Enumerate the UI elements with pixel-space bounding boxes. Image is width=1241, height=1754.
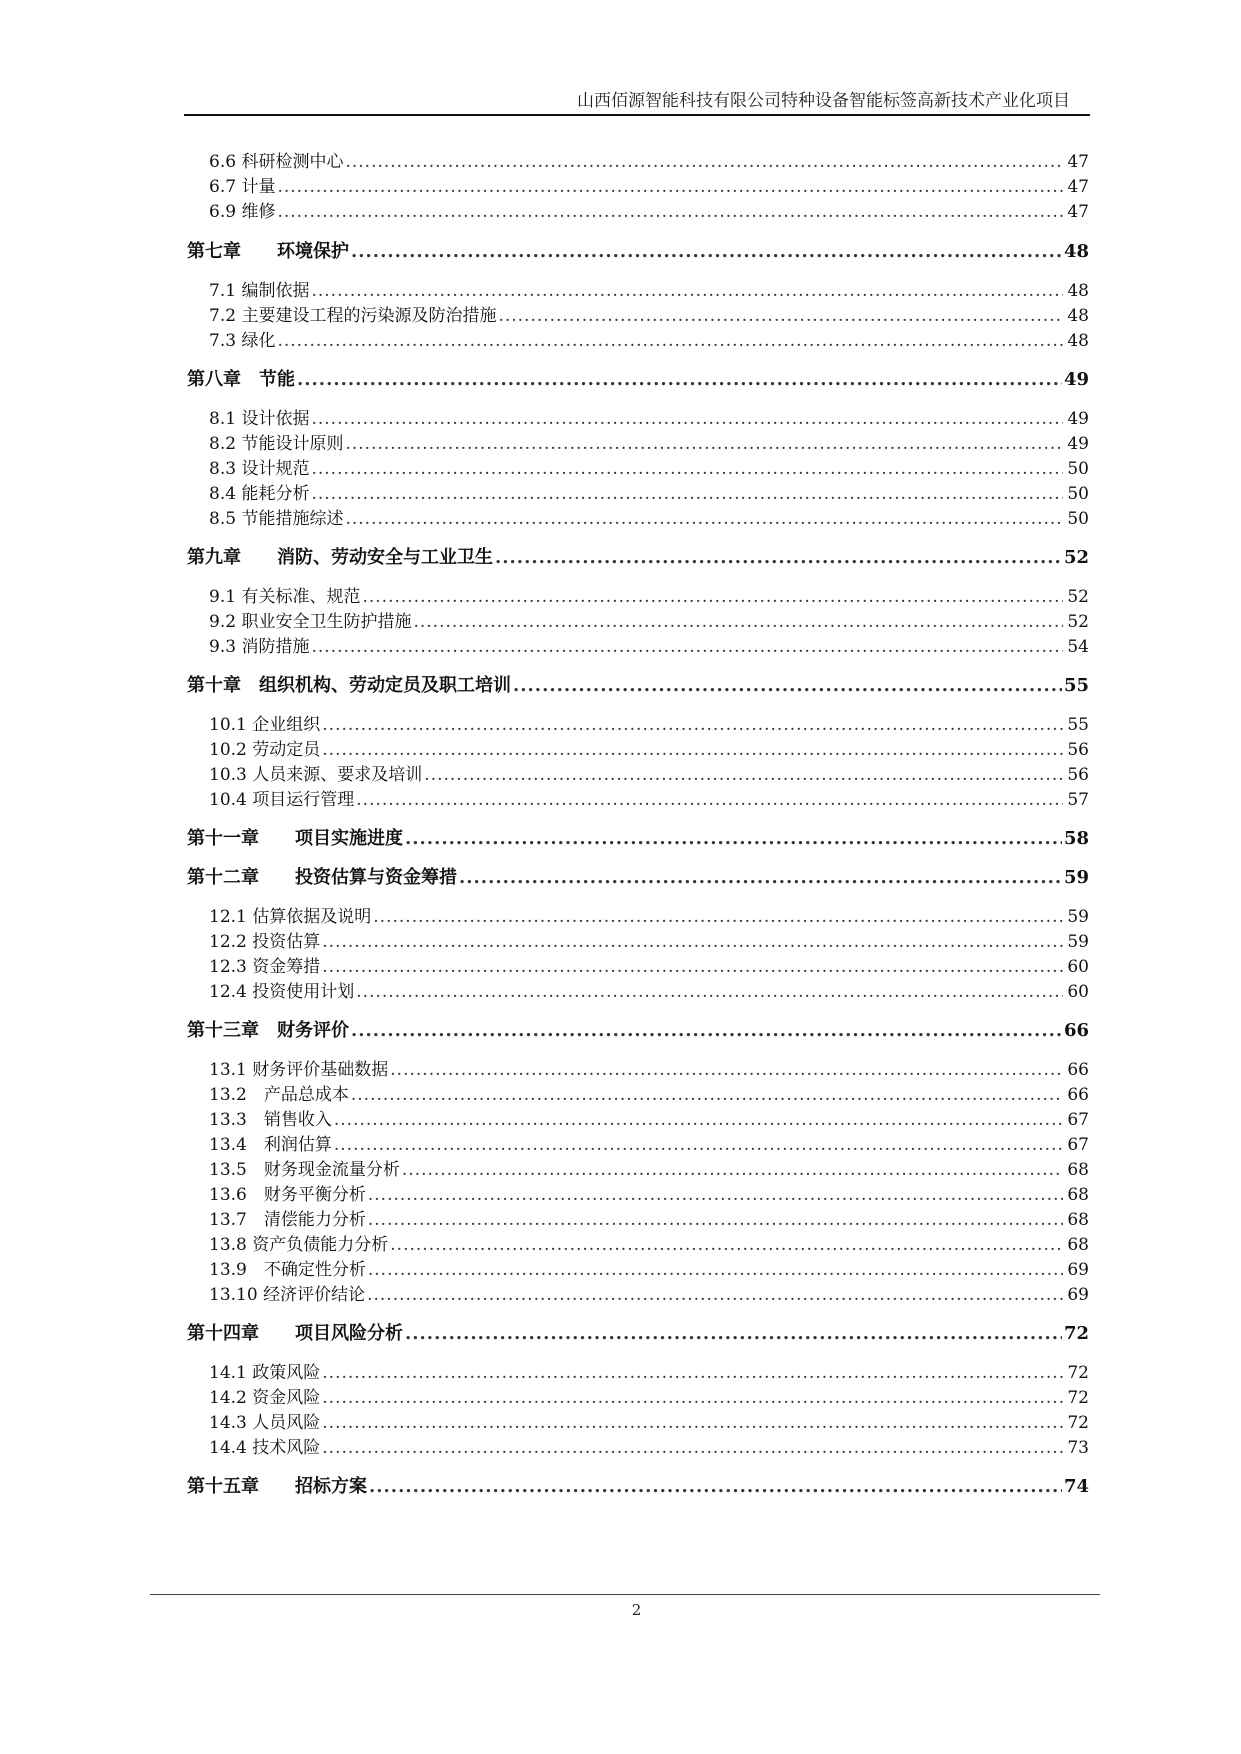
toc-entry-title: 12.1 估算依据及说明 [209, 907, 372, 927]
toc-entry-title: 6.6 科研检测中心 [209, 152, 344, 172]
dot-leader [351, 1083, 1063, 1108]
toc-entry[interactable] [187, 955, 1089, 980]
toc-chapter-title: 第八章 节能 [187, 369, 295, 390]
toc-entry[interactable] [187, 150, 1089, 175]
document-title: 山西佰源智能科技有限公司特种设备智能标签高新技术产业化项目 [577, 91, 1070, 111]
toc-entry-page: 50 [1067, 484, 1089, 504]
toc-entry-title: 13.2 产品总成本 [209, 1085, 349, 1105]
toc-entry-title: 13.9 不确定性分析 [209, 1260, 366, 1280]
toc-entry-title: 12.4 投资使用计划 [209, 982, 355, 1002]
toc-entry-page: 50 [1067, 459, 1089, 479]
toc-entry[interactable] [187, 635, 1089, 660]
dot-leader [405, 827, 1062, 851]
toc-entry-title: 13.5 财务现金流量分析 [209, 1160, 400, 1180]
dot-leader [368, 1183, 1063, 1208]
toc-entry-title: 13.3 销售收入 [209, 1110, 332, 1130]
toc-entry[interactable] [187, 1386, 1089, 1411]
toc-entry[interactable] [187, 407, 1089, 432]
toc-chapter[interactable] [187, 827, 1089, 851]
dot-leader [367, 1283, 1063, 1308]
dot-leader [311, 407, 1063, 432]
toc-chapter-page: 72 [1063, 1323, 1089, 1344]
toc-chapter-title: 第十四章 项目风险分析 [187, 1323, 403, 1344]
toc-entry[interactable] [187, 788, 1089, 813]
toc-entry[interactable] [187, 1233, 1089, 1258]
toc-entry[interactable] [187, 905, 1089, 930]
toc-entry-title: 6.7 计量 [209, 177, 276, 197]
toc-entry-page: 52 [1067, 587, 1089, 607]
toc-entry[interactable] [187, 1361, 1089, 1386]
toc-chapter-page: 59 [1063, 867, 1089, 888]
footer-divider [150, 1594, 1100, 1595]
toc-entry-title: 14.4 技术风险 [209, 1438, 321, 1458]
dot-leader [322, 738, 1063, 763]
toc-entry[interactable] [187, 610, 1089, 635]
toc-entry-page: 47 [1067, 177, 1089, 197]
toc-entry-page: 48 [1067, 281, 1089, 301]
toc-chapter-title: 第九章 消防、劳动安全与工业卫生 [187, 547, 493, 568]
toc-entry[interactable] [187, 1283, 1089, 1308]
dot-leader [356, 980, 1063, 1005]
toc-chapter[interactable] [187, 1475, 1089, 1499]
dot-leader [311, 457, 1063, 482]
toc-entry[interactable] [187, 1158, 1089, 1183]
toc-entry-page: 60 [1067, 982, 1089, 1002]
dot-leader [322, 930, 1063, 955]
toc-entry[interactable] [187, 1411, 1089, 1436]
toc-entry-title: 9.3 消防措施 [209, 637, 310, 657]
dot-leader [322, 713, 1063, 738]
toc-entry-page: 50 [1067, 509, 1089, 529]
dot-leader [345, 150, 1063, 175]
toc-entry[interactable] [187, 1436, 1089, 1461]
toc-entry[interactable] [187, 585, 1089, 610]
toc-entry[interactable] [187, 1083, 1089, 1108]
toc-chapter-page: 55 [1063, 675, 1089, 696]
toc-chapter[interactable] [187, 368, 1089, 392]
dot-leader [277, 200, 1063, 225]
toc-entry-page: 69 [1067, 1260, 1089, 1280]
toc-entry[interactable] [187, 738, 1089, 763]
toc-entry-title: 12.3 资金筹措 [209, 957, 321, 977]
toc-entry-title: 6.9 维修 [209, 202, 276, 222]
toc-entry-page: 47 [1067, 152, 1089, 172]
toc-entry-page: 54 [1067, 637, 1089, 657]
toc-entry-title: 7.3 绿化 [209, 331, 276, 351]
toc-chapter-page: 66 [1063, 1020, 1089, 1041]
dot-leader [373, 905, 1063, 930]
toc-chapter-title: 第十五章 招标方案 [187, 1476, 367, 1497]
dot-leader [356, 788, 1063, 813]
dot-leader [277, 329, 1063, 354]
toc-entry[interactable] [187, 482, 1089, 507]
toc-entry-title: 14.2 资金风险 [209, 1388, 321, 1408]
toc-entry[interactable] [187, 713, 1089, 738]
toc-entry[interactable] [187, 279, 1089, 304]
toc-entry-page: 67 [1067, 1135, 1089, 1155]
toc-entry-title: 8.5 节能措施综述 [209, 509, 344, 529]
dot-leader [413, 610, 1063, 635]
toc-entry-title: 13.10 经济评价结论 [209, 1285, 366, 1305]
toc-entry[interactable] [187, 1108, 1089, 1133]
toc-entry[interactable] [187, 304, 1089, 329]
toc-entry-title: 7.2 主要建设工程的污染源及防治措施 [209, 306, 497, 326]
page-header [184, 84, 1090, 114]
dot-leader [362, 585, 1063, 610]
toc-entry-title: 12.2 投资估算 [209, 932, 321, 952]
toc-chapter-page: 74 [1063, 1476, 1089, 1497]
toc-entry-page: 67 [1067, 1110, 1089, 1130]
toc-entry[interactable] [187, 1258, 1089, 1283]
toc-entry-page: 56 [1067, 765, 1089, 785]
toc-entry-title: 10.1 企业组织 [209, 715, 321, 735]
toc-entry-page: 59 [1067, 907, 1089, 927]
toc-chapter-page: 52 [1063, 547, 1089, 568]
dot-leader [322, 1436, 1063, 1461]
toc-entry-page: 66 [1067, 1085, 1089, 1105]
toc-entry-title: 14.1 政策风险 [209, 1363, 321, 1383]
toc-chapter[interactable] [187, 866, 1089, 890]
toc-entry[interactable] [187, 1183, 1089, 1208]
toc-chapter[interactable] [187, 1322, 1089, 1346]
toc-entry-title: 13.4 利润估算 [209, 1135, 332, 1155]
dot-leader [369, 1475, 1062, 1499]
toc-chapter-page: 58 [1063, 828, 1089, 849]
toc-chapter-title: 第十三章 财务评价 [187, 1020, 349, 1041]
toc-entry[interactable] [187, 1058, 1089, 1083]
toc-entry[interactable] [187, 457, 1089, 482]
dot-leader [368, 1258, 1063, 1283]
toc-entry-page: 68 [1067, 1160, 1089, 1180]
toc-entry-page: 49 [1067, 434, 1089, 454]
toc-entry-title: 10.4 项目运行管理 [209, 790, 355, 810]
table-of-contents [187, 150, 1089, 1514]
dot-leader [390, 1233, 1063, 1258]
dot-leader [297, 368, 1062, 392]
dot-leader [277, 175, 1063, 200]
dot-leader [351, 240, 1062, 264]
toc-entry-page: 60 [1067, 957, 1089, 977]
dot-leader [345, 507, 1063, 532]
dot-leader [459, 866, 1062, 890]
dot-leader [405, 1322, 1062, 1346]
dot-leader [334, 1133, 1063, 1158]
toc-entry[interactable] [187, 930, 1089, 955]
page-number: 2 [631, 1601, 642, 1619]
dot-leader [322, 1411, 1063, 1436]
toc-entry-page: 55 [1067, 715, 1089, 735]
toc-entry-title: 9.2 职业安全卫生防护措施 [209, 612, 412, 632]
toc-entry-page: 48 [1067, 306, 1089, 326]
toc-entry-page: 52 [1067, 612, 1089, 632]
toc-chapter-page: 48 [1063, 241, 1089, 262]
toc-entry-title: 13.7 清偿能力分析 [209, 1210, 366, 1230]
toc-chapter[interactable] [187, 674, 1089, 698]
toc-entry-title: 13.1 财务评价基础数据 [209, 1060, 389, 1080]
toc-entry-page: 72 [1067, 1413, 1089, 1433]
dot-leader [311, 482, 1063, 507]
toc-entry[interactable] [187, 329, 1089, 354]
toc-chapter-title: 第七章 环境保护 [187, 241, 349, 262]
toc-entry-page: 57 [1067, 790, 1089, 810]
dot-leader [495, 546, 1062, 570]
dot-leader [322, 1386, 1063, 1411]
toc-entry[interactable] [187, 1133, 1089, 1158]
dot-leader [513, 674, 1062, 698]
toc-entry-page: 68 [1067, 1210, 1089, 1230]
toc-entry-page: 49 [1067, 409, 1089, 429]
toc-entry-page: 48 [1067, 331, 1089, 351]
toc-entry[interactable] [187, 175, 1089, 200]
toc-entry-page: 47 [1067, 202, 1089, 222]
toc-chapter-title: 第十章 组织机构、劳动定员及职工培训 [187, 675, 511, 696]
toc-entry[interactable] [187, 200, 1089, 225]
dot-leader [345, 432, 1063, 457]
toc-entry-page: 68 [1067, 1185, 1089, 1205]
toc-entry-title: 10.2 劳动定员 [209, 740, 321, 760]
toc-entry-page: 72 [1067, 1388, 1089, 1408]
dot-leader [498, 304, 1063, 329]
toc-entry-title: 13.8 资产负债能力分析 [209, 1235, 389, 1255]
toc-entry[interactable] [187, 1208, 1089, 1233]
toc-chapter-page: 49 [1063, 369, 1089, 390]
toc-entry[interactable] [187, 507, 1089, 532]
toc-entry-title: 13.6 财务平衡分析 [209, 1185, 366, 1205]
toc-chapter[interactable] [187, 1019, 1089, 1043]
toc-entry[interactable] [187, 980, 1089, 1005]
dot-leader [424, 763, 1063, 788]
toc-entry[interactable] [187, 763, 1089, 788]
header-divider [184, 114, 1090, 116]
dot-leader [311, 635, 1063, 660]
toc-entry-page: 69 [1067, 1285, 1089, 1305]
toc-entry-title: 14.3 人员风险 [209, 1413, 321, 1433]
dot-leader [311, 279, 1063, 304]
dot-leader [334, 1108, 1063, 1133]
toc-entry[interactable] [187, 432, 1089, 457]
toc-entry-page: 59 [1067, 932, 1089, 952]
dot-leader [368, 1208, 1063, 1233]
toc-entry-page: 56 [1067, 740, 1089, 760]
toc-chapter[interactable] [187, 240, 1089, 264]
toc-entry-title: 8.1 设计依据 [209, 409, 310, 429]
toc-entry-title: 10.3 人员来源、要求及培训 [209, 765, 423, 785]
toc-entry-title: 8.2 节能设计原则 [209, 434, 344, 454]
toc-entry-title: 8.4 能耗分析 [209, 484, 310, 504]
toc-entry-title: 7.1 编制依据 [209, 281, 310, 301]
toc-chapter-title: 第十二章 投资估算与资金筹措 [187, 867, 457, 888]
dot-leader [322, 1361, 1063, 1386]
dot-leader [322, 955, 1063, 980]
dot-leader [390, 1058, 1063, 1083]
toc-chapter[interactable] [187, 546, 1089, 570]
toc-entry-title: 9.1 有关标准、规范 [209, 587, 361, 607]
dot-leader [402, 1158, 1063, 1183]
toc-entry-page: 72 [1067, 1363, 1089, 1383]
toc-entry-page: 68 [1067, 1235, 1089, 1255]
toc-chapter-title: 第十一章 项目实施进度 [187, 828, 403, 849]
toc-entry-title: 8.3 设计规范 [209, 459, 310, 479]
toc-entry-page: 73 [1067, 1438, 1089, 1458]
dot-leader [351, 1019, 1062, 1043]
toc-entry-page: 66 [1067, 1060, 1089, 1080]
